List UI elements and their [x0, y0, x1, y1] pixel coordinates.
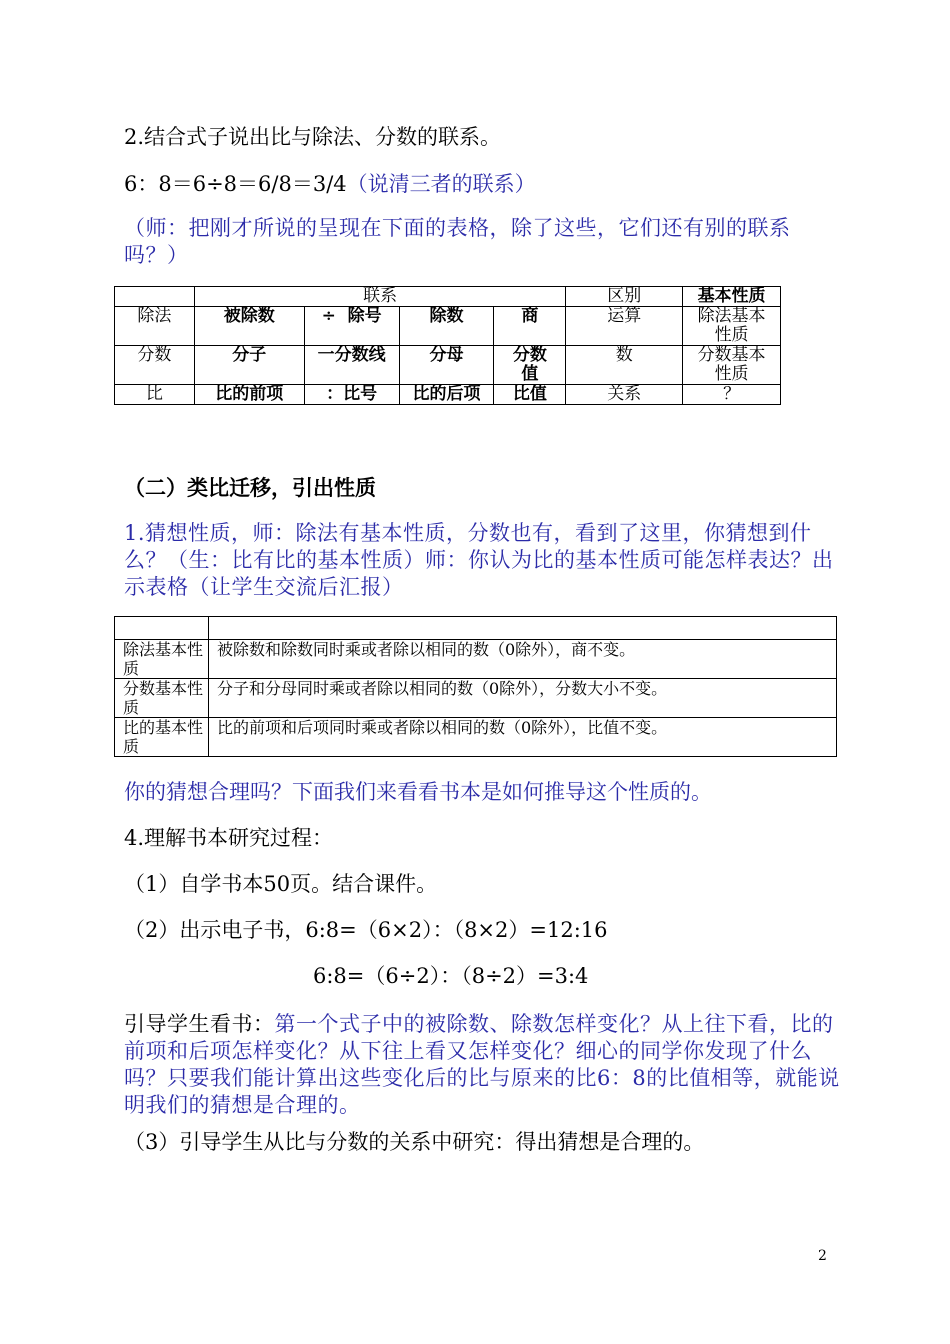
property-label: 比的基本性质	[115, 718, 209, 757]
page-number: 2	[818, 1248, 827, 1264]
formula: 6：8＝6÷8＝6/8＝3/4	[124, 172, 347, 196]
property-text: 比的前项和后项同时乘或者除以相同的数（0除外），比值不变。	[209, 718, 837, 757]
cell: 被除数	[194, 307, 304, 346]
cell: 比值	[494, 385, 566, 405]
table-row	[115, 679, 837, 718]
property-text: 被除数和除数同时乘或者除以相同的数（0除外），商不变。	[209, 640, 837, 679]
blank-cell	[115, 617, 209, 640]
header-qubie: 区别	[566, 287, 683, 307]
cell-diff: 数	[566, 346, 683, 385]
cell-prop: 分数基本性质	[683, 346, 781, 385]
item-4-text: 4.理解书本研究过程：	[124, 826, 334, 850]
cell: ：比号	[304, 385, 399, 405]
section-heading: （二）类比迁移，引出性质	[124, 475, 376, 500]
property-label: 除法基本性质	[115, 640, 209, 679]
table-row	[115, 718, 837, 757]
guide-text: 第一个式子中的被除数、除数怎样变化？从上往下看，比的前项和后项怎样变化？从下往上看又怎样变化？细心的同学你发现了什么吗？只要我们能计算出这些变化后的比与原来的比6：8的比值相等，就能说明我们的猜想是合理的。	[124, 1012, 840, 1117]
row-name: 比	[115, 385, 195, 405]
property-text: 分子和分母同时乘或者除以相同的数（0除外），分数大小不变。	[209, 679, 837, 718]
guide-prefix: 引导学生看书：	[124, 1012, 275, 1036]
step-1: （1）自学书本50页。结合课件。	[124, 872, 438, 896]
row-name: 除法	[115, 307, 195, 346]
table-row	[115, 640, 837, 679]
blank-cell	[209, 617, 837, 640]
step-2: （2）出示电子书，6:8=（6×2）：（8×2）=12:16	[124, 918, 608, 942]
cell: 分母	[399, 346, 494, 385]
property-label: 分数基本性质	[115, 679, 209, 718]
step-2-second: 6:8=（6÷2）：（8÷2）=3:4	[313, 964, 589, 988]
cell: 除数	[399, 307, 494, 346]
cell: 商	[494, 307, 566, 346]
table-corner	[115, 287, 195, 307]
row-name: 分数	[115, 346, 195, 385]
header-xingzhi: 基本性质	[683, 287, 781, 307]
cell: 一分数线	[304, 346, 399, 385]
table-row	[115, 346, 781, 385]
comparison-table	[114, 286, 781, 405]
cell-diff: 运算	[566, 307, 683, 346]
item-2-text: 2.结合式子说出比与除法、分数的联系。	[124, 125, 502, 149]
cell-prop: ？	[683, 385, 781, 405]
properties-table	[114, 616, 837, 757]
header-lianxi: 联系	[194, 287, 565, 307]
question-line: 你的猜想合理吗？下面我们来看看书本是如何推导这个性质的。	[124, 780, 712, 804]
cell: 分数值	[494, 346, 566, 385]
cell-prop: 除法基本性质	[683, 307, 781, 346]
cell: 分子	[194, 346, 304, 385]
cell: 比的前项	[194, 385, 304, 405]
cell-diff: 关系	[566, 385, 683, 405]
step-3: （3）引导学生从比与分数的关系中研究：得出猜想是合理的。	[124, 1130, 705, 1154]
teacher-prompt: （师：把刚才所说的呈现在下面的表格，除了这些，它们还有别的联系吗？）	[124, 216, 791, 267]
guess-paragraph: 1.猜想性质，师：除法有基本性质，分数也有，看到了这里，你猜想到什么？（生：比有比的基本性质）师：你认为比的基本性质可能怎样表达？出示表格（让学生交流后汇报）	[124, 521, 834, 599]
table-row	[115, 385, 781, 405]
cell: ÷ 除号	[304, 307, 399, 346]
guide-paragraph	[124, 1011, 840, 1119]
table-row	[115, 307, 781, 346]
formula-note: （说清三者的联系）	[346, 172, 536, 196]
cell: 比的后项	[399, 385, 494, 405]
formula-line	[124, 171, 844, 198]
